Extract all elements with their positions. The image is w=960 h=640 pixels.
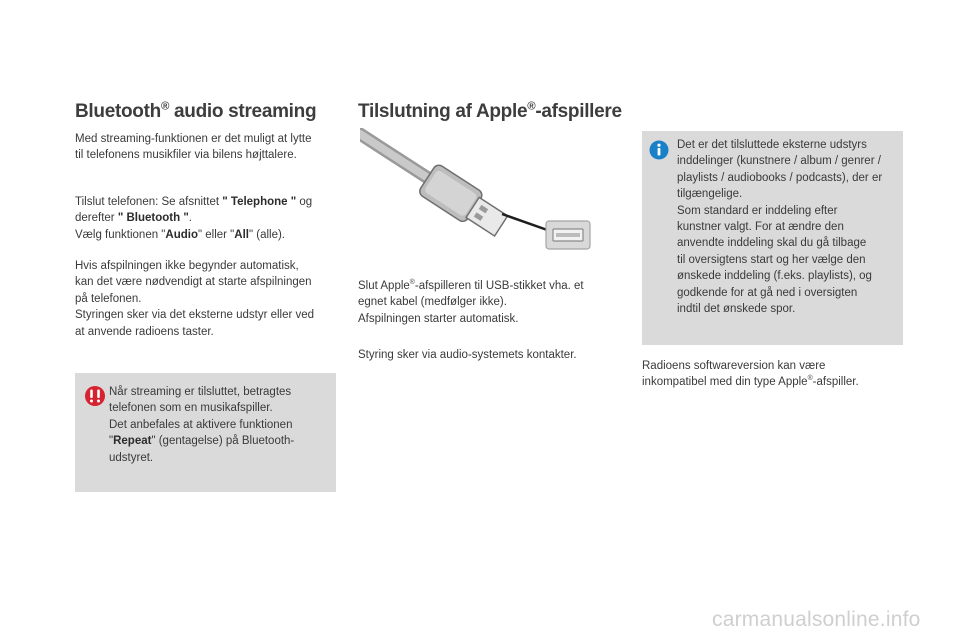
footer-watermark: carmanualsonline.info	[712, 608, 921, 631]
section-title-apple: Tilslutning af Apple®-afspillere	[358, 100, 622, 122]
page-title: Bluetooth® audio streaming	[75, 100, 317, 122]
warning-text: Når streaming er tilsluttet, betragtes telefonen som en musikafspiller. Det anbefales at aktivere funktionen "Repeat" (gentagelse) på Bluetooth- udstyret.	[109, 386, 295, 464]
radio-compat-text: Radioens softwareversion kan være inkompatibel med din type Apple®-afspiller.	[642, 360, 859, 389]
warning-icon	[84, 385, 106, 407]
connect-text: Tilslut telefonen: Se afsnittet " Telephone " og derefter " Bluetooth ". Vælg funktionen "Audio" eller "All" (alle).	[75, 196, 313, 241]
warning-box	[75, 373, 336, 492]
info-text: Det er det tilsluttede eksterne udstyrs inddelinger (kunstnere / album / genrer / playlists / audiobooks / podcasts), der er tilgængelige. Som standard er inddeling efter kunstner valgt. For at ændre den anvendte inddeling skal du gå tilbage til oversigtens start og her vælge den ønskede inddeling (f.eks. playlists), og godkende for at gå ned i oversigten indtil det ønskede spor.	[677, 139, 883, 316]
info-icon	[649, 140, 669, 160]
usb-connect-text: Slut Apple®-afspilleren til USB-stikket vha. et egnet kabel (medfølger ikke). Afspilningen starter automatisk.	[358, 279, 584, 325]
auto-play-text: Hvis afspilningen ikke begynder automatisk, kan det være nødvendigt at starte afspilningen på telefonen. Styringen sker via det eksterne udstyr eller ved at anvende radioens taster.	[75, 260, 315, 338]
usb-cable-illustration	[360, 128, 595, 253]
info-box	[642, 131, 903, 345]
intro-text: Med streaming-funktionen er det muligt at lytte til telefonens musikfiler via bilens højttalere.	[75, 133, 312, 162]
control-text: Styring sker via audio-systemets kontakter.	[358, 349, 577, 361]
